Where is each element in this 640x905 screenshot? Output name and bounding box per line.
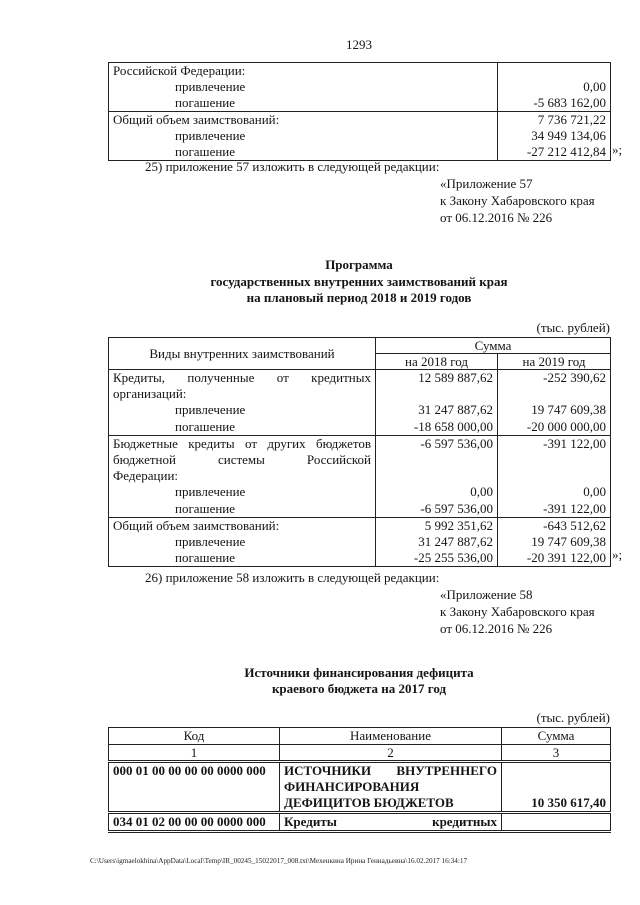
- page-number: 1293: [346, 37, 372, 52]
- row-label-cell: [109, 112, 498, 161]
- appendix-header-line: «Приложение 57: [440, 176, 533, 191]
- table-header-row: [109, 728, 611, 745]
- title-line: Программа: [325, 257, 393, 272]
- value-2018: 12 589 887,62: [418, 370, 493, 385]
- value-2018: -18 658 000,00: [413, 418, 493, 434]
- appendix-header-line: «Приложение 58: [440, 587, 533, 602]
- borrowing-program-table: [108, 337, 611, 567]
- borrowing-program-title: [108, 257, 610, 307]
- value-2018: -6 597 536,00: [420, 500, 493, 516]
- row-label: погашение: [175, 500, 236, 516]
- appendix-header-line: к Закону Хабаровского края: [440, 604, 595, 619]
- table-row: [109, 517, 611, 567]
- value-2019-cell: [498, 370, 611, 436]
- header-year-2019: на 2019 год: [498, 354, 611, 370]
- row-label: привлечение: [175, 79, 246, 94]
- appendix-57-header: [440, 175, 595, 226]
- header-code: Код: [109, 728, 280, 745]
- row-label: привлечение: [175, 128, 246, 143]
- row-value-cell: [498, 112, 611, 161]
- units-label: (тыс. рублей): [536, 320, 610, 335]
- empty-line: [380, 452, 493, 468]
- column-number: 2: [280, 744, 502, 762]
- row-label: погашение: [175, 550, 236, 566]
- row-label-cell: [109, 370, 376, 436]
- row-label-cell: [109, 435, 376, 517]
- continued-borrowings-table: [108, 62, 611, 161]
- row-value-cell: [498, 63, 611, 112]
- value-2019: 0,00: [583, 484, 606, 500]
- source-name-line: ФИНАНСИРОВАНИЯ: [284, 779, 420, 794]
- value-2019: 19 747 609,38: [531, 533, 606, 549]
- row-label: организаций:: [113, 386, 187, 402]
- appendix-header-line: от 06.12.2016 № 226: [440, 621, 553, 636]
- row-value: 7 736 721,22: [537, 112, 606, 127]
- table-row: [109, 813, 611, 832]
- row-label: Федерации:: [113, 468, 179, 484]
- row-label: бюджетной системы Российской: [113, 451, 371, 467]
- source-name-line: ДЕФИЦИТОВ БЮДЖЕТОВ: [284, 795, 454, 810]
- source-name-line: Кредиты кредитных: [284, 814, 497, 829]
- value-2019: -391 122,00: [543, 500, 606, 516]
- code-cell: [109, 762, 280, 813]
- row-label-cell: [109, 517, 376, 567]
- code-cell: [109, 813, 280, 832]
- empty-line: [502, 468, 606, 484]
- header-amount: Сумма: [502, 728, 611, 745]
- closing-quote-mark: »;: [612, 142, 623, 157]
- closing-quote-mark: »;: [612, 547, 623, 562]
- title-line: Источники финансирования дефицита: [244, 665, 474, 680]
- value-2018: 31 247 887,62: [418, 533, 493, 549]
- value-2019: -643 512,62: [543, 517, 606, 533]
- table-row: [109, 370, 611, 436]
- value-2019: -20 391 122,00: [526, 550, 606, 566]
- row-label: погашение: [175, 144, 236, 159]
- empty-line: [380, 386, 493, 402]
- amount-cell: [502, 762, 611, 813]
- row-label-cell: [109, 63, 498, 112]
- row-label: Общий объем заимствований:: [113, 517, 280, 533]
- header-name: Наименование: [280, 728, 502, 745]
- deficit-sources-table: [108, 727, 611, 833]
- value-2018-cell: [376, 435, 498, 517]
- row-value: -5 683 162,00: [533, 95, 606, 110]
- table-row: [109, 762, 611, 813]
- amount-value: 10 350 617,40: [531, 795, 606, 810]
- title-line: краевого бюджета на 2017 год: [271, 681, 447, 696]
- deficit-sources-title: [108, 665, 610, 697]
- amount-cell: [502, 813, 611, 832]
- value-2018-cell: [376, 517, 498, 567]
- header-amount: Сумма: [376, 338, 611, 354]
- empty-line: [502, 63, 606, 79]
- value-2019: -391 122,00: [543, 435, 606, 451]
- value-2019: -20 000 000,00: [526, 418, 606, 434]
- units-label: (тыс. рублей): [536, 710, 610, 725]
- column-number-row: [109, 744, 611, 762]
- row-label: погашение: [175, 95, 236, 110]
- name-cell: [280, 813, 502, 832]
- value-2018: 31 247 887,62: [418, 402, 493, 418]
- header-year-2018: на 2018 год: [376, 354, 498, 370]
- row-label: Кредиты, полученные от кредитных: [113, 370, 371, 385]
- row-label: погашение: [175, 418, 236, 434]
- row-value: 0,00: [583, 79, 606, 94]
- row-label: привлечение: [175, 484, 246, 500]
- column-number: 1: [109, 744, 280, 762]
- empty-line: [380, 468, 493, 484]
- source-name-line: ИСТОЧНИКИ ВНУТРЕННЕГО: [284, 763, 497, 778]
- appendix-header-line: от 06.12.2016 № 226: [440, 210, 553, 225]
- appendix-header-line: к Закону Хабаровского края: [440, 193, 595, 208]
- table-row: [109, 63, 611, 112]
- value-2019: 19 747 609,38: [531, 402, 606, 418]
- amendment-item-25: 25) приложение 57 изложить в следующей редакции:: [145, 159, 440, 174]
- empty-line: [502, 386, 606, 402]
- appendix-58-header: [440, 586, 595, 637]
- title-line: государственных внутренних заимствований края: [210, 273, 508, 289]
- value-2019-cell: [498, 517, 611, 567]
- value-2018: 0,00: [470, 484, 493, 500]
- row-label: Бюджетные кредиты от других бюджетов: [113, 435, 371, 451]
- empty-line: [502, 452, 606, 468]
- row-value: 34 949 134,06: [531, 128, 606, 143]
- column-number: 3: [502, 744, 611, 762]
- value-2019: -252 390,62: [543, 370, 606, 385]
- title-line: на плановый период 2018 и 2019 годов: [246, 290, 472, 305]
- table-header-row: [109, 338, 611, 354]
- value-2018: -6 597 536,00: [420, 435, 493, 451]
- footer-file-path: C:\Users\igmaelokhina\AppData\Local\Temp\IR_00245_15022017_008.txt\Мехенкина Ирина Геннадьевна\16.02.2017 16:34:17: [90, 857, 468, 865]
- value-2018: 5 992 351,62: [424, 517, 493, 533]
- table-row: [109, 435, 611, 517]
- row-label: привлечение: [175, 533, 246, 549]
- budget-code: 034 01 02 00 00 00 0000 000: [113, 814, 266, 829]
- row-value: -27 212 412,84: [526, 144, 606, 159]
- row-label: Российской Федерации:: [113, 63, 246, 78]
- value-2019-cell: [498, 435, 611, 517]
- budget-code: 000 01 00 00 00 00 0000 000: [113, 763, 266, 778]
- row-label: Общий объем заимствований:: [113, 112, 280, 127]
- table-row: [109, 112, 611, 161]
- value-2018: -25 255 536,00: [413, 550, 493, 566]
- name-cell: [280, 762, 502, 813]
- value-2018-cell: [376, 370, 498, 436]
- amendment-item-26: 26) приложение 58 изложить в следующей редакции:: [145, 570, 440, 585]
- header-borrowing-kind: Виды внутренних заимствований: [109, 338, 376, 370]
- row-label: привлечение: [175, 402, 246, 418]
- empty-line: [506, 814, 606, 830]
